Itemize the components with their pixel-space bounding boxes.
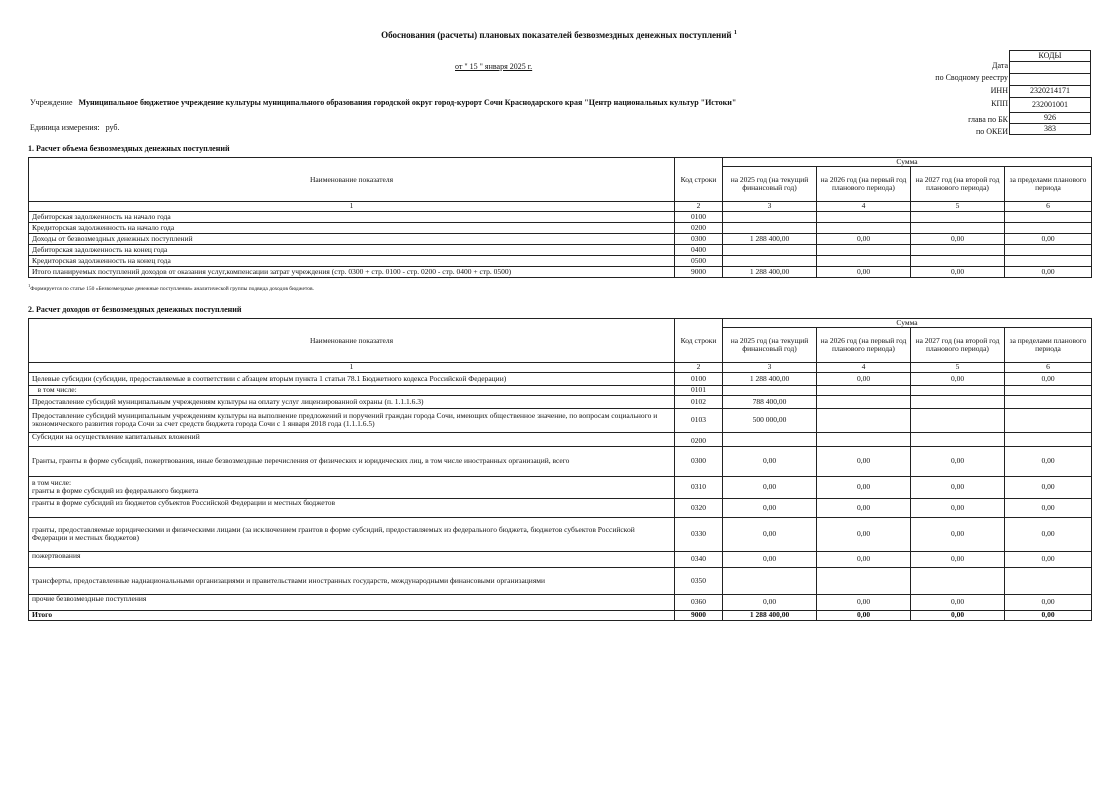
code-value-date (1010, 62, 1091, 74)
row-value (911, 432, 1005, 446)
row-name: трансферты, предоставленные наднациональными организациями и правительствами иностранных государств, международными финансовыми организациями (29, 567, 675, 594)
table-row (29, 408, 1092, 432)
row-value: 500 000,00 (723, 408, 817, 432)
table-row (29, 498, 1092, 517)
s2-header-2026: на 2026 год (на первый год планового периода) (817, 328, 911, 363)
row-value: 0,00 (817, 446, 911, 476)
row-value: 0,00 (723, 594, 817, 610)
table-row-total (29, 610, 1092, 620)
row-name: Предоставление субсидий муниципальным учреждениям культуры на оплату услуг лицензированной охраны (п. 1.1.1.6.3) (29, 395, 675, 408)
row-name: пожертвования (29, 551, 675, 567)
row-value: 0,00 (723, 476, 817, 498)
row-value: 0,00 (1005, 233, 1092, 244)
row-code: 0500 (675, 255, 723, 266)
row-code: 0100 (675, 372, 723, 385)
row-value (911, 408, 1005, 432)
row-value: 0,00 (723, 551, 817, 567)
row-value: 0,00 (817, 233, 911, 244)
s2-colnum: 6 (1005, 363, 1092, 372)
s1-header-2025: на 2025 год (на текущий финансовый год) (723, 167, 817, 202)
code-value-kpp: 232001001 (1010, 98, 1091, 113)
s1-header-beyond: за пределами планового периода (1005, 167, 1092, 202)
table-row (29, 372, 1092, 385)
row-value: 0,00 (1005, 372, 1092, 385)
row-name: Доходы от безвозмездных денежных поступлений (29, 233, 675, 244)
row-value: 0,00 (911, 233, 1005, 244)
table-row (29, 211, 1092, 222)
row-value (1005, 395, 1092, 408)
row-value: 1 288 400,00 (723, 233, 817, 244)
row-value: 788 400,00 (723, 395, 817, 408)
code-label-inn: ИНН (990, 86, 1008, 95)
s1-header-2026: на 2026 год (на первый год планового периода) (817, 167, 911, 202)
row-code: 0310 (675, 476, 723, 498)
row-value (817, 385, 911, 395)
s1-header-sum: Сумма (723, 158, 1092, 167)
table-row (29, 476, 1092, 498)
table-row (29, 551, 1092, 567)
table-row (29, 567, 1092, 594)
s2-header-2027: на 2027 год (на второй год планового периода) (911, 328, 1005, 363)
row-name: гранты в форме субсидий из бюджетов субъектов Российской Федерации и местных бюджетов (29, 498, 675, 517)
table-row (29, 432, 1092, 446)
row-value (817, 567, 911, 594)
row-name: гранты, предоставляемые юридическими и физическими лицами (за исключением грантов в форме субсидий, предоставляемых из федерального бюджета, бюджетов субъектов Российской Федерации и местных бюджетов) (29, 517, 675, 551)
row-code: 0103 (675, 408, 723, 432)
table-row (29, 446, 1092, 476)
row-value: 0,00 (817, 372, 911, 385)
row-value (817, 432, 911, 446)
s1-colnum: 4 (817, 202, 911, 211)
row-code: 0200 (675, 432, 723, 446)
table-row (29, 517, 1092, 551)
s1-colnum: 1 (29, 202, 675, 211)
row-code: 9000 (675, 266, 723, 277)
row-value (911, 385, 1005, 395)
codes-header: КОДЫ (1010, 51, 1091, 62)
row-name: Дебиторская задолженность на конец года (29, 244, 675, 255)
row-code: 9000 (675, 610, 723, 620)
row-value: 0,00 (817, 517, 911, 551)
s2-header-code: Код строки (675, 319, 723, 363)
title-footnote-mark: 1 (733, 30, 737, 36)
document-date: от " 15 " января 2025 г. (455, 62, 533, 71)
row-value: 0,00 (723, 498, 817, 517)
row-code: 0340 (675, 551, 723, 567)
row-value (911, 222, 1005, 233)
row-code: 0300 (675, 446, 723, 476)
row-value: 0,00 (911, 551, 1005, 567)
row-value (1005, 432, 1092, 446)
institution-name: Муниципальное бюджетное учреждение культуры муниципального образования городской округ город-курорт Сочи Краснодарского края "Центр национальных культур "Истоки" (78, 98, 737, 107)
s1-colnum: 2 (675, 202, 723, 211)
document-title (0, 30, 1118, 40)
row-value: 0,00 (911, 594, 1005, 610)
row-value: 1 288 400,00 (723, 372, 817, 385)
row-value (911, 244, 1005, 255)
s1-colnum: 5 (911, 202, 1005, 211)
row-value (1005, 244, 1092, 255)
table-row (29, 222, 1092, 233)
row-code: 0320 (675, 498, 723, 517)
row-value (723, 567, 817, 594)
row-name: Субсидии на осуществление капитальных вложений (29, 432, 675, 446)
row-value (817, 395, 911, 408)
row-value: 0,00 (1005, 446, 1092, 476)
row-value (723, 222, 817, 233)
row-value (1005, 255, 1092, 266)
row-code: 0200 (675, 222, 723, 233)
row-value (817, 408, 911, 432)
s2-colnum: 1 (29, 363, 675, 372)
s2-header-name: Наименование показателя (29, 319, 675, 363)
row-value (1005, 211, 1092, 222)
row-value: 0,00 (817, 594, 911, 610)
row-value: 1 288 400,00 (723, 266, 817, 277)
row-name: Кредиторская задолженность на конец года (29, 255, 675, 266)
s1-colnum: 3 (723, 202, 817, 211)
row-code: 0400 (675, 244, 723, 255)
row-name: Гранты, гранты в форме субсидий, пожертвования, иные безвозмездные перечисления от физических и юридических лиц, в том числе иностранных организаций, всего (29, 446, 675, 476)
row-value: 0,00 (817, 476, 911, 498)
unit-label: Единица измерения: (30, 123, 100, 132)
row-value: 0,00 (1005, 476, 1092, 498)
row-value: 0,00 (723, 517, 817, 551)
row-value (723, 432, 817, 446)
row-code: 0101 (675, 385, 723, 395)
s1-header-2027: на 2027 год (на второй год планового периода) (911, 167, 1005, 202)
table-row (29, 244, 1092, 255)
row-code: 0330 (675, 517, 723, 551)
row-name: Предоставление субсидий муниципальным учреждениям культуры на выполнение предложений и поручений граждан города Сочи, имеющих общественное значение, по вопросам социального и экономического развития города Сочи за счет средств бюджета города Сочи с 1 января 2018 года (1.1.1.6.5) (29, 408, 675, 432)
section2-table (28, 318, 1092, 621)
row-value: 0,00 (1005, 610, 1092, 620)
row-value (817, 211, 911, 222)
row-name: Дебиторская задолженность на начало года (29, 211, 675, 222)
title-text: Обоснования (расчеты) плановых показателей безвозмездных денежных поступлений (381, 30, 732, 40)
section2-title: 2. Расчет доходов от безвозмездных денежных поступлений (28, 305, 242, 314)
s1-header-name: Наименование показателя (29, 158, 675, 202)
row-value (817, 244, 911, 255)
row-value (911, 567, 1005, 594)
code-label-registry: по Сводному реестру (935, 73, 1008, 82)
row-value: 0,00 (911, 498, 1005, 517)
code-value-bk: 926 (1010, 113, 1091, 124)
row-value: 0,00 (911, 476, 1005, 498)
section1-footnote (28, 283, 314, 292)
row-value (723, 255, 817, 266)
row-value (1005, 567, 1092, 594)
table-row-total (29, 266, 1092, 277)
row-name: прочие безвозмездные поступления (29, 594, 675, 610)
row-value: 0,00 (911, 372, 1005, 385)
s2-colnum: 2 (675, 363, 723, 372)
code-value-registry (1010, 74, 1091, 86)
s2-colnum: 5 (911, 363, 1005, 372)
table-row (29, 594, 1092, 610)
row-code: 0102 (675, 395, 723, 408)
row-value (817, 222, 911, 233)
footnote-mark: 1 (28, 283, 31, 288)
row-value (723, 211, 817, 222)
institution-label: Учреждение (30, 98, 73, 107)
s2-header-2025: на 2025 год (на текущий финансовый год) (723, 328, 817, 363)
table-row (29, 255, 1092, 266)
institution-line (30, 98, 736, 107)
row-value: 0,00 (817, 551, 911, 567)
row-value (911, 211, 1005, 222)
section1-title: 1. Расчет объема безвозмездных денежных поступлений (28, 144, 230, 153)
code-value-okei: 383 (1010, 124, 1091, 135)
row-value: 0,00 (911, 610, 1005, 620)
row-value (1005, 408, 1092, 432)
codes-table (1009, 50, 1091, 135)
row-name: Кредиторская задолженность на начало года (29, 222, 675, 233)
row-value: 0,00 (817, 498, 911, 517)
s2-colnum: 4 (817, 363, 911, 372)
row-value (1005, 222, 1092, 233)
row-value: 0,00 (817, 266, 911, 277)
s1-header-code: Код строки (675, 158, 723, 202)
row-name: в том числе: (29, 385, 675, 395)
row-value (911, 395, 1005, 408)
row-value: 0,00 (723, 446, 817, 476)
row-name: Итого (29, 610, 675, 620)
row-value (723, 385, 817, 395)
table-row (29, 395, 1092, 408)
unit-line (30, 123, 119, 132)
s2-colnum: 3 (723, 363, 817, 372)
section1-table (28, 157, 1092, 278)
s2-header-sum: Сумма (723, 319, 1092, 328)
row-code: 0300 (675, 233, 723, 244)
s1-colnum: 6 (1005, 202, 1092, 211)
row-value: 0,00 (911, 517, 1005, 551)
row-code: 0100 (675, 211, 723, 222)
footnote-text: Формируется по статье 150 «Безвозмездные денежные поступления» аналитической группы подвида доходов бюджетов. (30, 285, 314, 292)
row-value: 0,00 (1005, 498, 1092, 517)
row-name: в том числе: гранты в форме субсидий из федерального бюджета (29, 476, 675, 498)
code-label-kpp: КПП (991, 99, 1008, 108)
row-value: 0,00 (1005, 517, 1092, 551)
code-value-inn: 2320214171 (1010, 86, 1091, 98)
row-name: Итого планируемых поступлений доходов от оказания услуг,компенсации затрат учреждения (стр. 0300 + стр. 0100 - стр. 0200 - стр. 0400 + стр. 0500) (29, 266, 675, 277)
row-value (723, 244, 817, 255)
code-label-bk: глава по БК (968, 115, 1008, 124)
row-code: 0360 (675, 594, 723, 610)
row-value (817, 255, 911, 266)
row-code: 0350 (675, 567, 723, 594)
row-name: Целевые субсидии (субсидии, предоставляемые в соответствии с абзацем вторым пункта 1 статьи 78.1 Бюджетного кодекса Российской Федерации) (29, 372, 675, 385)
row-value: 1 288 400,00 (723, 610, 817, 620)
row-value: 0,00 (911, 266, 1005, 277)
row-value (1005, 385, 1092, 395)
unit-value: руб. (105, 123, 120, 132)
row-value: 0,00 (1005, 266, 1092, 277)
row-value: 0,00 (1005, 551, 1092, 567)
code-label-date: Дата (992, 61, 1008, 70)
row-value: 0,00 (817, 610, 911, 620)
table-row (29, 385, 1092, 395)
row-value: 0,00 (911, 446, 1005, 476)
code-label-okei: по ОКЕИ (975, 127, 1008, 136)
row-value (911, 255, 1005, 266)
table-row (29, 233, 1092, 244)
s2-header-beyond: за пределами планового периода (1005, 328, 1092, 363)
row-value: 0,00 (1005, 594, 1092, 610)
